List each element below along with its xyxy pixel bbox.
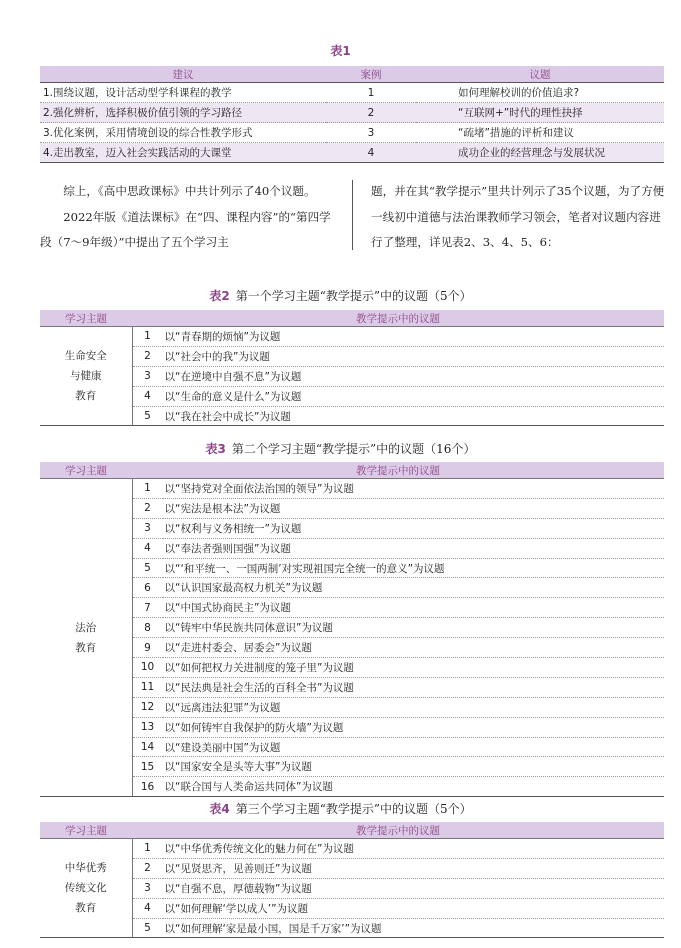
table1-cell-suggestion: 1.围绕议题，设计活动型学科课程的教学 — [40, 83, 326, 103]
table-row — [40, 638, 664, 658]
item-text: 以“宪法是根本法”为议题 — [163, 498, 665, 518]
table2 — [40, 310, 664, 426]
item-text: 以“见贤思齐，见善则迁”为议题 — [163, 858, 665, 878]
table3-caption-title: 第二个学习主题“教学提示”中的议题（16个） — [231, 442, 476, 456]
table-row — [40, 878, 664, 898]
topic-line: 生命安全 — [64, 350, 107, 363]
item-number: 10 — [132, 658, 163, 678]
item-number: 5 — [132, 558, 163, 578]
item-text: 以“如何理解‘家是最小国，国是千万家’”为议题 — [163, 918, 665, 938]
table4-caption-number: 表4 — [209, 802, 230, 816]
table4-caption-title: 第三个学习主题“教学提示”中的议题（5个） — [235, 802, 472, 816]
column-divider — [352, 180, 353, 250]
body-paragraph: 2022年版《道法课标》在“四、课程内容”的“第四学段（7～9年级）”中提出了五个学习主 — [40, 209, 331, 249]
item-text: 以“国家安全是头等大事”为议题 — [163, 757, 665, 777]
item-number: 4 — [132, 538, 163, 558]
table3-header-topic: 学习主题 — [40, 462, 132, 479]
item-number: 3 — [132, 518, 163, 538]
table2-caption-title: 第一个学习主题“教学提示”中的议题（5个） — [235, 289, 472, 303]
table1-cell-case: 3 — [326, 123, 416, 143]
item-text: 以“权利与义务相统一”为议题 — [163, 518, 665, 538]
body-paragraph: 综上，《高中思政课标》中共计列示了40个议题。 — [63, 184, 316, 198]
table3 — [40, 462, 664, 797]
table1-cell-topic: “疏堵”措施的评析和建议 — [416, 123, 664, 143]
table-row — [40, 898, 664, 918]
table2-caption — [0, 287, 681, 304]
item-text: 以“我在社会中成长”为议题 — [163, 406, 665, 426]
item-text: 以“奉法者强则国强”为议题 — [163, 538, 665, 558]
table1-header-suggestion: 建议 — [40, 66, 326, 83]
table4-topic-cell — [40, 839, 132, 938]
table2-header-items: 教学提示中的议题 — [132, 310, 664, 327]
item-text: 以“远离违法犯罪”为议题 — [163, 697, 665, 717]
item-number: 13 — [132, 717, 163, 737]
item-number: 2 — [132, 858, 163, 878]
table2-header-topic: 学习主题 — [40, 310, 132, 327]
item-text: 以“如何铸牢自我保护的防火墙”为议题 — [163, 717, 665, 737]
item-number: 11 — [132, 677, 163, 697]
table-row — [40, 697, 664, 717]
table4-caption — [0, 800, 681, 817]
body-text-left-column — [40, 179, 338, 256]
table1-cell-case: 2 — [326, 103, 416, 123]
item-number: 5 — [132, 406, 163, 426]
item-number: 2 — [132, 498, 163, 518]
table-row — [40, 618, 664, 638]
item-text: 以“民法典是社会生活的百科全书”为议题 — [163, 677, 665, 697]
item-number: 14 — [132, 737, 163, 757]
table-row — [40, 839, 664, 859]
item-text: 以“铸牢中华民族共同体意识”为议题 — [163, 618, 665, 638]
table1-cell-case: 1 — [326, 83, 416, 103]
table-row — [40, 518, 664, 538]
table1-cell-case: 4 — [326, 143, 416, 163]
table3-header-items: 教学提示中的议题 — [132, 462, 664, 479]
item-text: 以“建设美丽中国”为议题 — [163, 737, 665, 757]
table1-cell-suggestion: 3.优化案例，采用情境创设的综合性教学形式 — [40, 123, 326, 143]
topic-line: 法治 — [75, 621, 97, 634]
table3-caption-number: 表3 — [205, 442, 226, 456]
topic-line: 中华优秀 — [64, 862, 107, 875]
table-row — [40, 498, 664, 518]
table1-header-topic: 议题 — [416, 66, 664, 83]
item-text: 以“走进村委会、居委会”为议题 — [163, 638, 665, 658]
table2-topic-cell — [40, 327, 132, 426]
item-number: 1 — [132, 327, 163, 347]
table3-topic-cell — [40, 479, 132, 797]
body-paragraph: 题，并在其“教学提示”里共计列示了35个议题，为了方便一线初中道德与法治课教师学习领会，笔者对议题内容进行了整理，详见表2、3、4、5、6： — [371, 184, 665, 249]
item-text: 以“中华优秀传统文化的魅力何在”为议题 — [163, 839, 665, 859]
item-text: 以“自强不息，厚德载物”为议题 — [163, 878, 665, 898]
table-row — [40, 598, 664, 618]
table-row — [40, 918, 664, 938]
item-text: 以“坚持党对全面依法治国的领导”为议题 — [163, 479, 665, 499]
table-row — [40, 479, 664, 499]
item-number: 5 — [132, 918, 163, 938]
table3-caption — [0, 440, 681, 457]
item-number: 4 — [132, 386, 163, 406]
topic-line: 教育 — [75, 902, 97, 915]
table-row — [40, 346, 664, 366]
table1-header-case: 案例 — [326, 66, 416, 83]
topic-line: 教育 — [75, 390, 97, 403]
table4 — [40, 822, 664, 938]
table1 — [40, 66, 664, 163]
item-text: 以“青春期的烦恼”为议题 — [163, 327, 665, 347]
table2-caption-number: 表2 — [209, 289, 230, 303]
table-row — [40, 327, 664, 347]
table-row — [40, 737, 664, 757]
item-number: 8 — [132, 618, 163, 638]
item-number: 1 — [132, 479, 163, 499]
item-number: 2 — [132, 346, 163, 366]
item-number: 4 — [132, 898, 163, 918]
table1-cell-suggestion: 4.走出教室，迈入社会实践活动的大课堂 — [40, 143, 326, 163]
item-text: 以“如何把权力关进制度的笼子里”为议题 — [163, 658, 665, 678]
table-row — [40, 558, 664, 578]
item-text: 以“社会中的我”为议题 — [163, 346, 665, 366]
item-text: 以“‘和平统一、一国两制’对实现祖国完全统一的意义”为议题 — [163, 558, 665, 578]
table1-cell-topic: 成功企业的经营理念与发展状况 — [416, 143, 664, 163]
body-text-right-column — [371, 179, 667, 256]
table1-caption: 表1 — [330, 44, 351, 58]
item-number: 7 — [132, 598, 163, 618]
table1-cell-topic: “互联网+”时代的理性抉择 — [416, 103, 664, 123]
table-row — [40, 83, 664, 103]
table-row — [40, 406, 664, 426]
table-row — [40, 757, 664, 777]
item-text: 以“联合国与人类命运共同体”为议题 — [163, 777, 665, 797]
topic-line: 与健康 — [70, 370, 102, 383]
table4-header-topic: 学习主题 — [40, 822, 132, 839]
table-row — [40, 578, 664, 598]
topic-line: 传统文化 — [64, 882, 107, 895]
item-number: 6 — [132, 578, 163, 598]
topic-line: 教育 — [75, 641, 97, 654]
table-row — [40, 103, 664, 123]
table-row — [40, 123, 664, 143]
item-text: 以“中国式协商民主”为议题 — [163, 598, 665, 618]
table1-cell-suggestion: 2.强化辨析，选择积极价值引领的学习路径 — [40, 103, 326, 123]
table-row — [40, 858, 664, 878]
table-row — [40, 658, 664, 678]
item-number: 1 — [132, 839, 163, 859]
item-number: 16 — [132, 777, 163, 797]
item-number: 15 — [132, 757, 163, 777]
item-number: 12 — [132, 697, 163, 717]
table-row — [40, 386, 664, 406]
item-number: 3 — [132, 366, 163, 386]
table-row — [40, 366, 664, 386]
item-text: 以“认识国家最高权力机关”为议题 — [163, 578, 665, 598]
item-number: 9 — [132, 638, 163, 658]
table4-header-items: 教学提示中的议题 — [132, 822, 664, 839]
table-row — [40, 717, 664, 737]
item-text: 以“如何理解‘学以成人’”为议题 — [163, 898, 665, 918]
table-row — [40, 143, 664, 163]
table-row — [40, 538, 664, 558]
item-number: 3 — [132, 878, 163, 898]
table-row — [40, 677, 664, 697]
item-text: 以“生命的意义是什么”为议题 — [163, 386, 665, 406]
table-row — [40, 777, 664, 797]
table1-cell-topic: 如何理解校训的价值追求? — [416, 83, 664, 103]
item-text: 以“在逆境中自强不息”为议题 — [163, 366, 665, 386]
